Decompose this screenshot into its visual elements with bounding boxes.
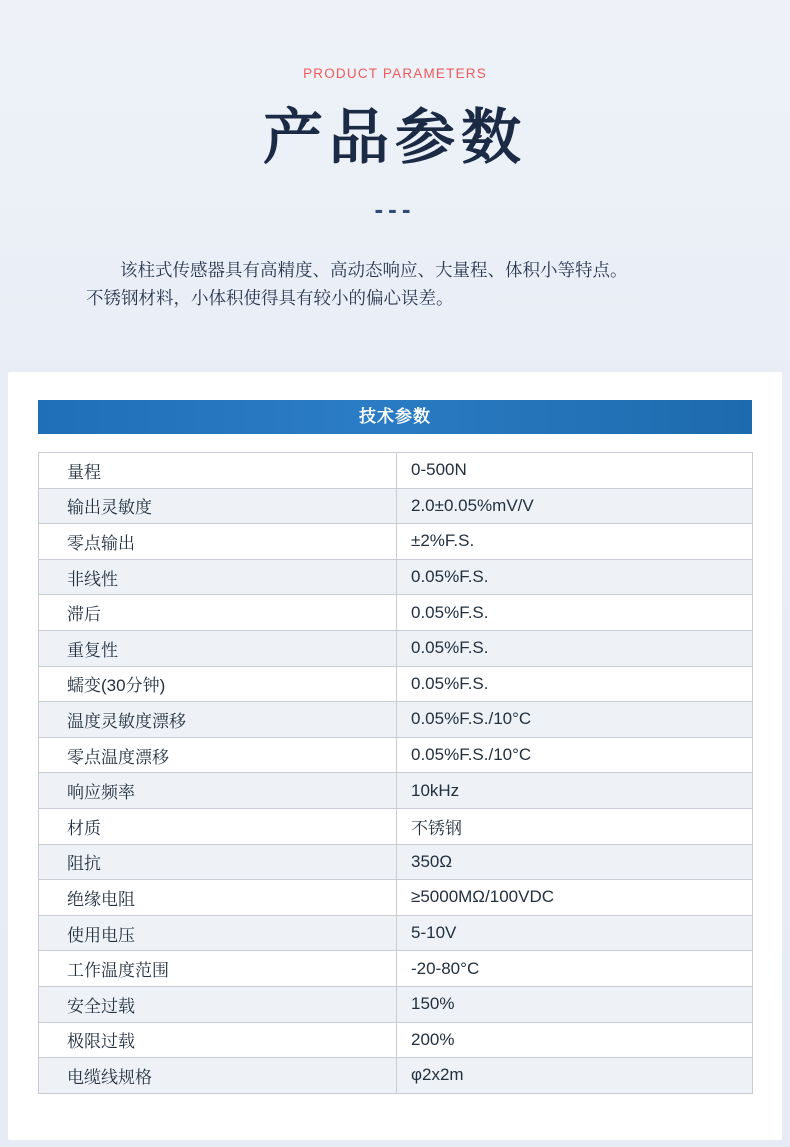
spec-value-cell: ≥5000MΩ/100VDC <box>397 880 753 916</box>
table-row <box>39 951 753 987</box>
spec-name-cell: 材质 <box>39 808 397 844</box>
spec-value-cell: 0.05%F.S. <box>397 559 753 595</box>
table-row <box>39 453 753 489</box>
spec-value-cell: 0.05%F.S./10°C <box>397 737 753 773</box>
spec-table-wrapper <box>38 400 752 1094</box>
table-row <box>39 773 753 809</box>
spec-value-cell: 0.05%F.S./10°C <box>397 702 753 738</box>
table-row <box>39 915 753 951</box>
table-row <box>39 1022 753 1058</box>
table-row <box>39 702 753 738</box>
intro-line-1: 该柱式传感器具有高精度、高动态响应、大量程、体积小等特点。 <box>120 260 628 280</box>
spec-value-cell: 2.0±0.05%mV/V <box>397 488 753 524</box>
spec-value-cell: 0.05%F.S. <box>397 595 753 631</box>
spec-value-cell: φ2x2m <box>397 1058 753 1094</box>
spec-value-cell: 200% <box>397 1022 753 1058</box>
spec-value-cell: 150% <box>397 986 753 1022</box>
spec-value-cell: 0.05%F.S. <box>397 630 753 666</box>
table-row <box>39 488 753 524</box>
table-row <box>39 844 753 880</box>
spec-value-cell: 0.05%F.S. <box>397 666 753 702</box>
spec-name-cell: 零点输出 <box>39 524 397 560</box>
table-row <box>39 1058 753 1094</box>
spec-name-cell: 阻抗 <box>39 844 397 880</box>
table-row <box>39 986 753 1022</box>
spec-name-cell: 电缆线规格 <box>39 1058 397 1094</box>
table-row <box>39 595 753 631</box>
eyebrow-label: PRODUCT PARAMETERS <box>303 66 487 81</box>
spec-name-cell: 非线性 <box>39 559 397 595</box>
spec-name-cell: 重复性 <box>39 630 397 666</box>
table-row <box>39 880 753 916</box>
spec-name-cell: 绝缘电阻 <box>39 880 397 916</box>
spec-value-cell: 0-500N <box>397 453 753 489</box>
spec-name-cell: 温度灵敏度漂移 <box>39 702 397 738</box>
spec-value-cell: 10kHz <box>397 773 753 809</box>
spec-name-cell: 工作温度范围 <box>39 951 397 987</box>
table-row <box>39 737 753 773</box>
spec-name-cell: 使用电压 <box>39 915 397 951</box>
spec-value-cell: 350Ω <box>397 844 753 880</box>
spec-card <box>8 372 782 1140</box>
spec-name-cell: 响应频率 <box>39 773 397 809</box>
spec-name-cell: 滞后 <box>39 595 397 631</box>
page-title: 产品参数 <box>263 103 527 173</box>
spec-name-cell: 零点温度漂移 <box>39 737 397 773</box>
hero-section <box>0 0 790 222</box>
table-row <box>39 630 753 666</box>
spec-table-title: 技术参数 <box>38 400 752 434</box>
table-row <box>39 666 753 702</box>
intro-paragraph <box>60 256 730 313</box>
spec-name-cell: 蠕变(30分钟) <box>39 666 397 702</box>
spec-name-cell: 量程 <box>39 453 397 489</box>
spec-value-cell: -20-80°C <box>397 951 753 987</box>
spec-value-cell: 不锈钢 <box>397 808 753 844</box>
spec-value-cell: ±2%F.S. <box>397 524 753 560</box>
spec-name-cell: 输出灵敏度 <box>39 488 397 524</box>
spec-name-cell: 安全过载 <box>39 986 397 1022</box>
table-row <box>39 524 753 560</box>
divider-dashes: --- <box>374 194 416 224</box>
intro-line-2: 不锈钢材料，小体积使得具有较小的偏心误差。 <box>86 288 454 309</box>
table-row <box>39 559 753 595</box>
spec-value-cell: 5-10V <box>397 915 753 951</box>
spec-table <box>38 452 753 1094</box>
table-row <box>39 808 753 844</box>
spec-name-cell: 极限过载 <box>39 1022 397 1058</box>
